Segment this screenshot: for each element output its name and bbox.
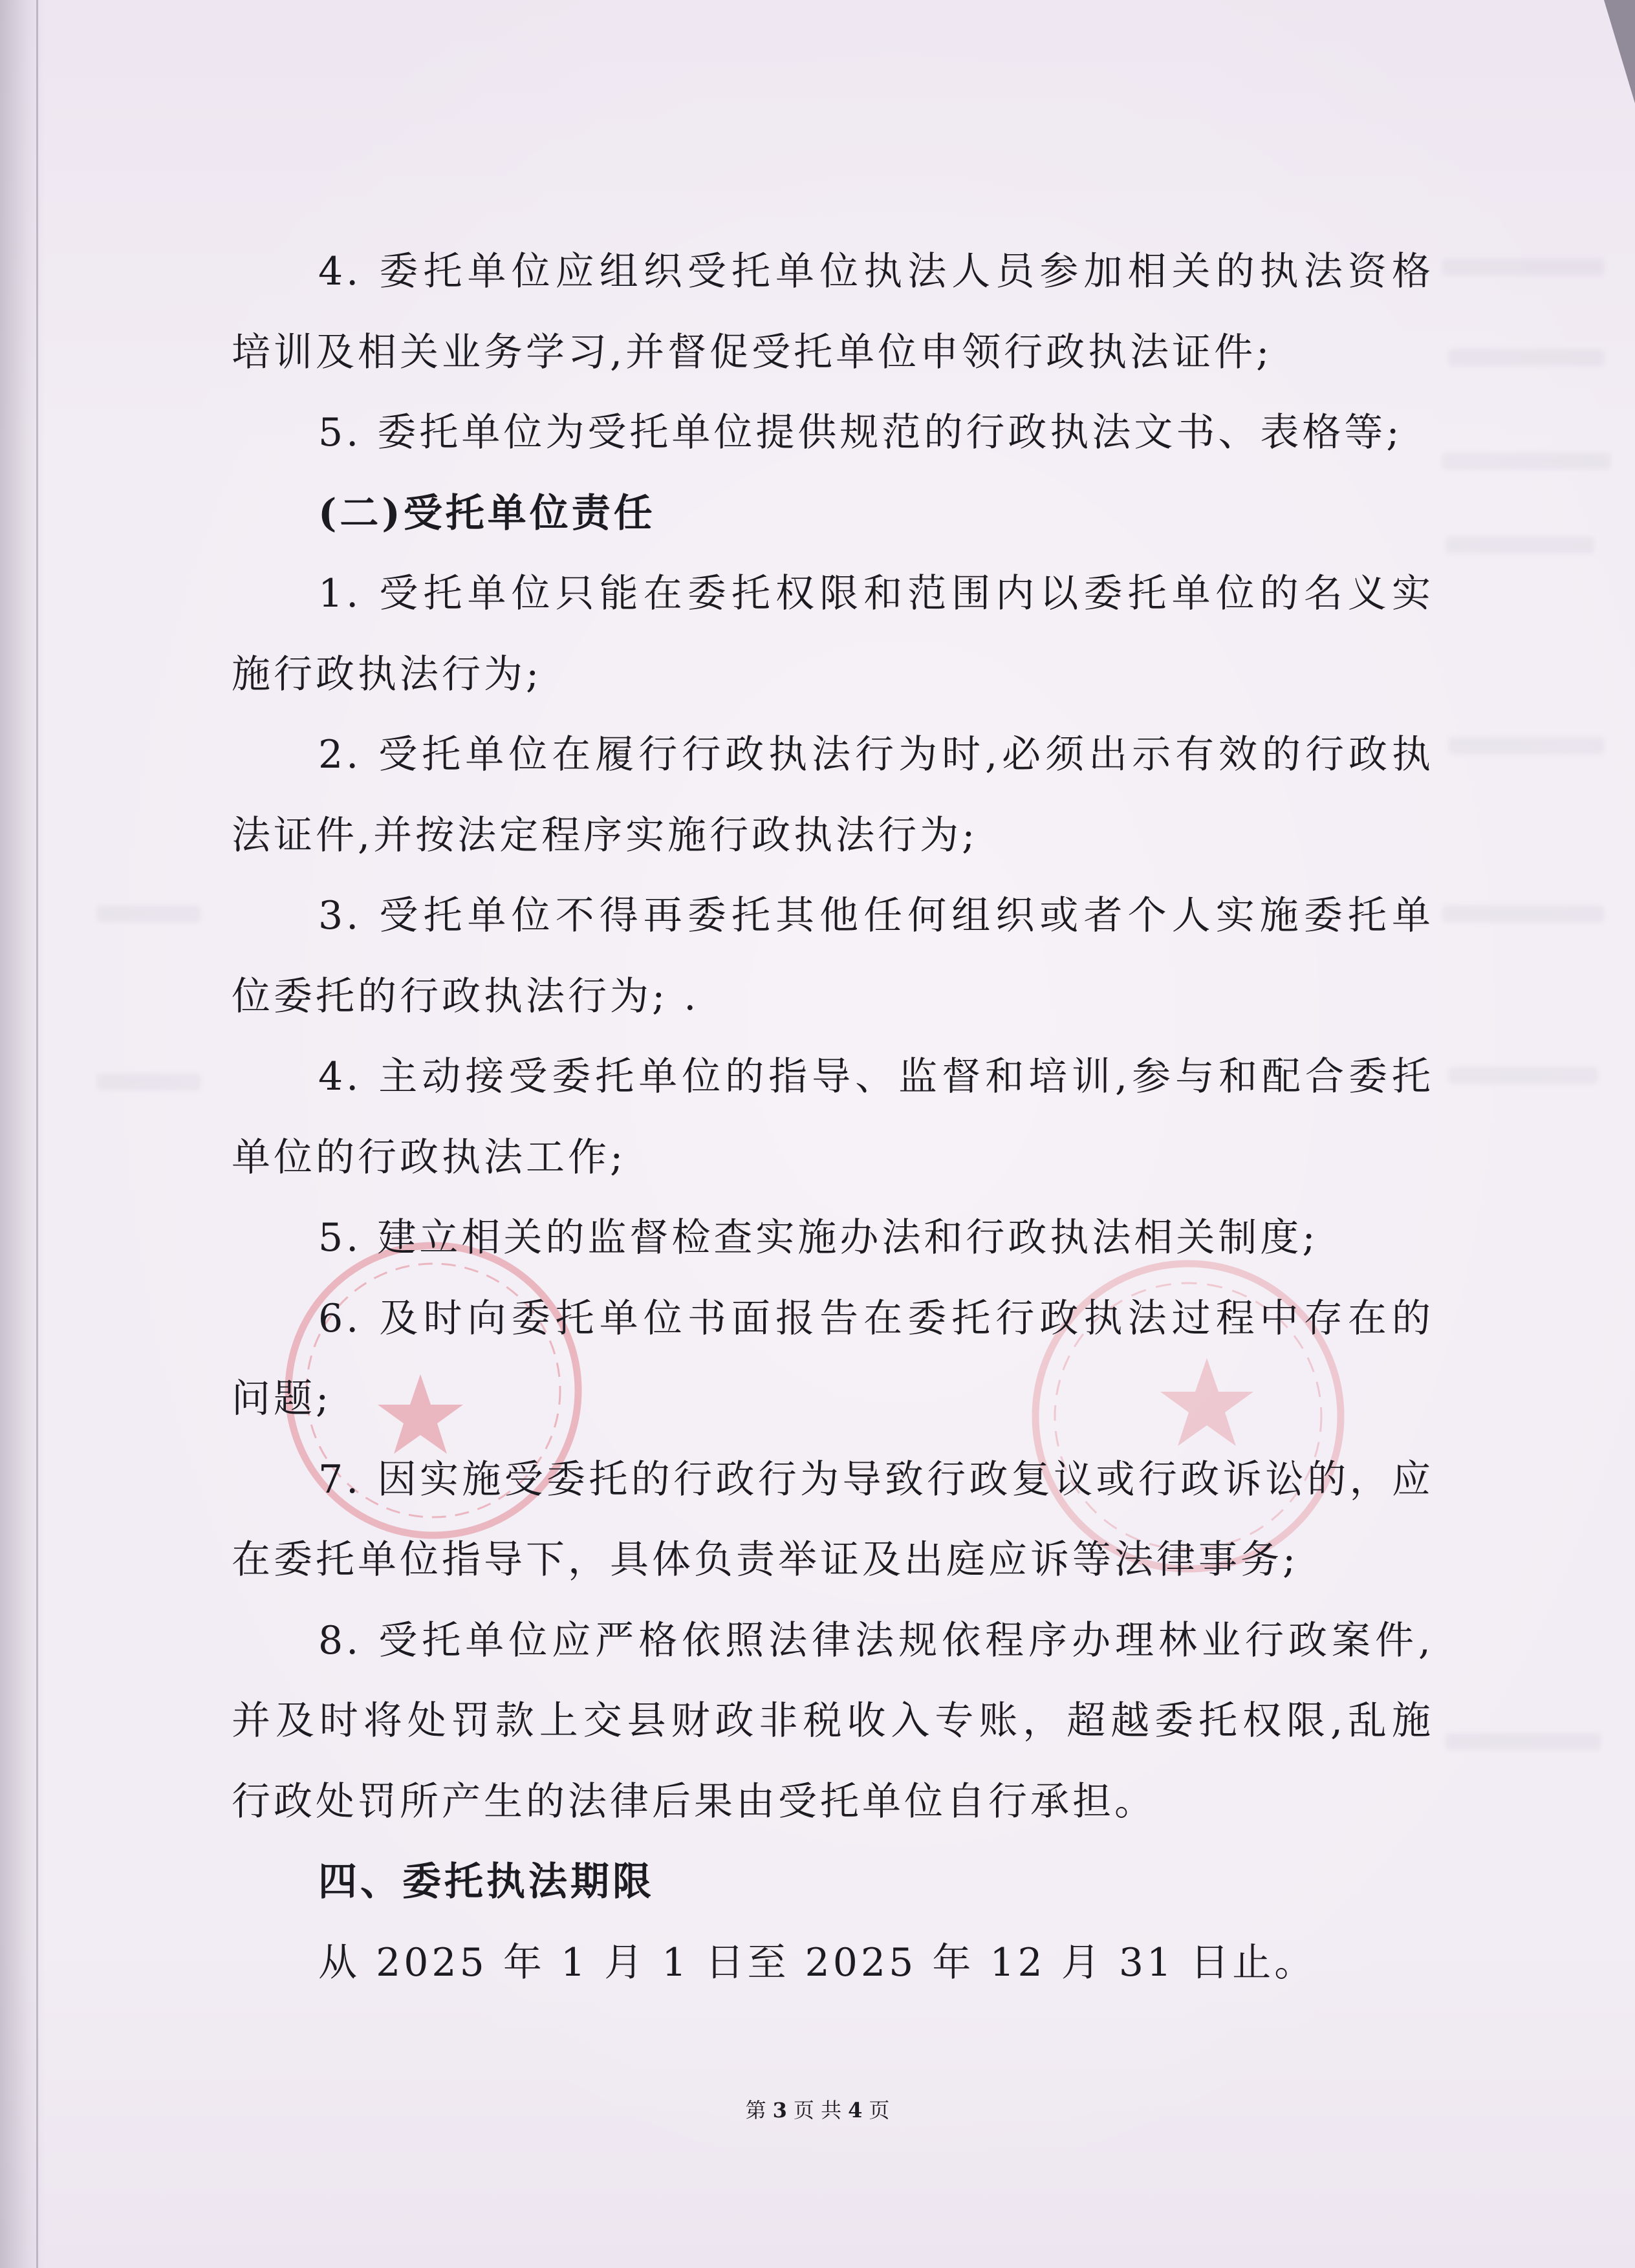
bleed-through-mark [1446, 1733, 1601, 1750]
clause-item [232, 554, 1434, 715]
text-line: 6. 及时向委托单位书面报告在委托行政执法过程中存在的 [318, 1295, 1434, 1341]
section-heading-delegatee: (二)受托单位责任 [318, 490, 656, 536]
text-line: 在委托单位指导下，具体负责举证及出庭应诉等法律事务; [232, 1537, 1299, 1582]
footer-prefix: 第 [745, 2098, 766, 2122]
bleed-through-mark [97, 1074, 200, 1090]
bleed-through-mark [1442, 453, 1610, 470]
bleed-through-mark [1446, 537, 1594, 554]
clause-item [232, 1198, 1434, 1279]
text-line: 行政处罚所产生的法律后果由受托单位自行承担。 [232, 1778, 1156, 1824]
text-line: 问题; [232, 1376, 332, 1421]
clause-item [232, 232, 1434, 393]
bleed-through-mark [1449, 737, 1604, 754]
text-line: 2. 受托单位在履行行政执法行为时,必须出示有效的行政执 [318, 732, 1434, 777]
bleed-through-mark [1449, 349, 1604, 366]
bleed-through-mark [1442, 259, 1604, 275]
scan-corner-fold [1604, 0, 1635, 103]
footer-suffix: 页 [869, 2098, 890, 2122]
clause-item [232, 1037, 1434, 1198]
clause-item [232, 1440, 1434, 1601]
text-line: 4. 主动接受委托单位的指导、监督和培训,参与和配合委托 [318, 1054, 1434, 1099]
page-number-footer [0, 2095, 1635, 2125]
section-heading-period: 四、委托执法期限 [318, 1859, 655, 1905]
text-line: 法证件,并按法定程序实施行政执法行为; [232, 812, 979, 858]
text-line: 3. 受托单位不得再委托其他任何组织或者个人实施委托单 [318, 893, 1434, 938]
bleed-through-mark [1442, 905, 1604, 922]
text-line: 4. 委托单位应组织受托单位执法人员参加相关的执法资格 [318, 249, 1434, 294]
footer-total-pages: 4 [848, 2098, 863, 2122]
text-line: 位委托的行政执法行为; . [232, 973, 700, 1019]
text-line: 并及时将处罚款上交县财政非税收入专账，超越委托权限,乱施 [232, 1698, 1434, 1744]
document-body [232, 232, 1434, 2003]
text-line: 1. 受托单位只能在委托权限和范围内以委托单位的名义实 [318, 571, 1434, 616]
footer-current-page: 3 [772, 2098, 787, 2122]
clause-item [232, 1279, 1434, 1440]
clause-item [232, 876, 1434, 1037]
text-line: 5. 建立相关的监督检查实施办法和行政执法相关制度; [318, 1215, 1319, 1260]
bleed-through-mark [1449, 1067, 1597, 1084]
text-line: 单位的行政执法工作; [232, 1134, 627, 1180]
clause-item [232, 1601, 1434, 1842]
scan-edge-line [36, 0, 38, 2268]
scan-edge-shadow [0, 0, 45, 2268]
text-line: 培训及相关业务学习,并督促受托单位申领行政执法证件; [232, 329, 1273, 375]
text-line: 5. 委托单位为受托单位提供规范的行政执法文书、表格等; [318, 410, 1403, 455]
period-text: 从 2025 年 1 月 1 日至 2025 年 12 月 31 日止。 [318, 1939, 1317, 1985]
text-line: 8. 受托单位应严格依照法律法规依程序办理林业行政案件, [318, 1617, 1434, 1663]
text-line: 7. 因实施受委托的行政行为导致行政复议或行政诉讼的，应 [318, 1456, 1434, 1502]
bleed-through-mark [97, 905, 200, 922]
text-line: 施行政执法行为; [232, 651, 543, 697]
footer-middle: 页 共 [793, 2098, 842, 2122]
clause-item [232, 393, 1434, 473]
clause-item [232, 715, 1434, 876]
